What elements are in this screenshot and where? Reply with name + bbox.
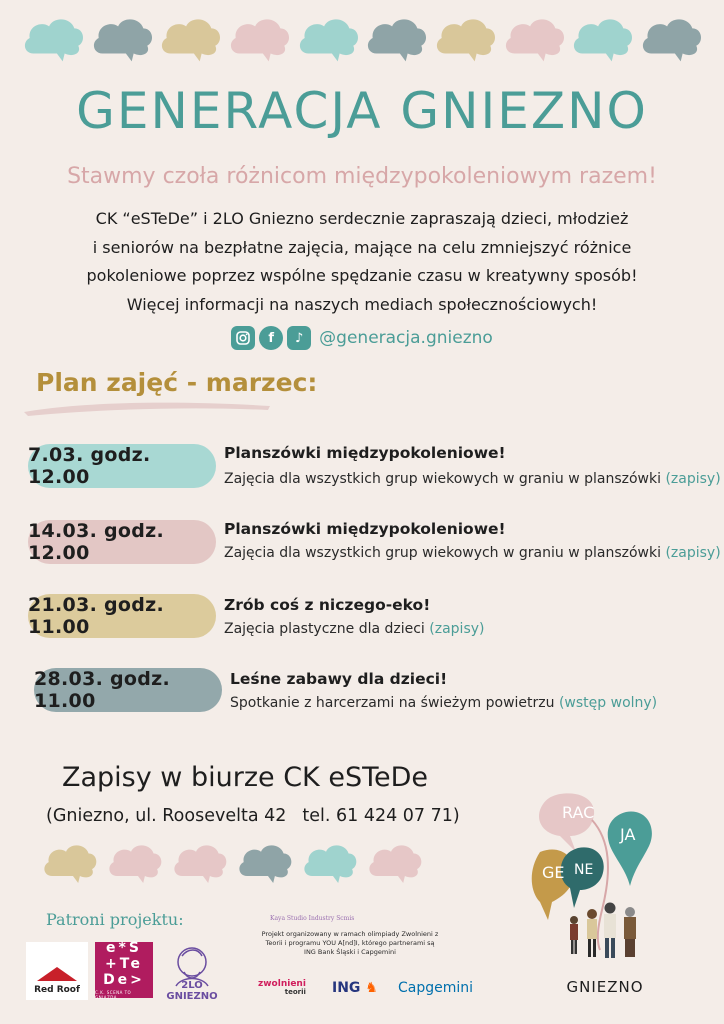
event-desc-text: Spotkanie z harcerzami na świeżym powietrzu — [230, 695, 555, 711]
zwolnieni-label: zwolnieni — [258, 979, 306, 989]
subtitle: Stawmy czoła różnicom międzypokoleniowym razem! — [67, 164, 657, 189]
event-row — [0, 594, 724, 654]
estede-small: C.K. SCENA TO GNIAZDA — [95, 990, 132, 1000]
people-icon — [570, 903, 636, 959]
signup-heading: Zapisy w biurze CK eSTeDe — [62, 762, 429, 793]
ing-label: ING — [332, 980, 361, 996]
event-desc-text: Zajęcia plastyczne dla dzieci — [224, 621, 425, 637]
zwolnieni-sub: teorii — [284, 988, 306, 996]
event-title: Planszówki międzypokoleniowe! — [224, 444, 506, 462]
estede-logo — [95, 942, 153, 998]
address-text: (Gniezno, ul. Roosevelta 42 — [46, 806, 287, 826]
event-date-pill: 28.03. godz. 11.00 — [34, 668, 222, 712]
org-brand: Kaya Studio Industry Scmis — [270, 915, 355, 922]
cloud-icon — [105, 838, 164, 888]
event-desc — [224, 621, 485, 637]
estede-line: e*S — [106, 940, 142, 956]
event-desc — [224, 545, 721, 561]
cloud-icon — [295, 14, 361, 64]
event-desc — [230, 695, 657, 711]
bubble-ja: JA — [620, 825, 636, 844]
lion-icon: ♞ — [365, 980, 378, 996]
event-desc-text: Zajęcia dla wszystkich grup wiekowych w graniu w planszówki — [224, 471, 662, 487]
event-title: Planszówki międzypokoleniowe! — [224, 520, 506, 538]
event-note[interactable]: (zapisy) — [665, 471, 721, 487]
two-lo-logo — [162, 942, 222, 1002]
cloud-icon — [40, 838, 99, 888]
event-desc — [224, 471, 721, 487]
estede-line: De> — [103, 972, 145, 988]
cloud-icon — [300, 838, 359, 888]
intro-text — [40, 205, 684, 319]
cloud-icon — [235, 838, 294, 888]
event-date-pill: 7.03. godz. 12.00 — [28, 444, 216, 488]
cloud-icon — [226, 14, 292, 64]
intro-line: CK “eSTeDe” i 2LO Gniezno serdecznie zapraszają dzieci, młodzież — [95, 209, 629, 228]
cloud-icon — [157, 14, 223, 64]
page-title: GENERACJA GNIEZNO — [76, 82, 648, 140]
event-note[interactable]: (wstęp wolny) — [558, 695, 658, 711]
cloud-icon — [638, 14, 704, 64]
phone-number[interactable]: tel. 61 424 07 71) — [302, 806, 460, 826]
intro-line: Więcej informacji na naszych mediach społecznościowych! — [126, 294, 598, 314]
ing-logo — [332, 980, 378, 996]
red-roof-logo — [26, 942, 88, 1000]
event-desc-text: Zajęcia dla wszystkich grup wiekowych w graniu w planszówki — [224, 545, 662, 561]
cloud-icon — [363, 14, 429, 64]
cloud-icon — [365, 838, 424, 888]
social-links — [0, 326, 724, 350]
tiktok-icon[interactable]: ♪ — [287, 326, 311, 350]
event-title: Leśne zabawy dla dzieci! — [230, 670, 448, 688]
cloud-icon — [569, 14, 635, 64]
bubble-ge: GE — [542, 863, 565, 882]
zwolnieni-logo — [258, 980, 306, 996]
roof-icon — [37, 967, 77, 981]
bottom-cloud-row — [40, 838, 424, 888]
event-row — [0, 520, 724, 580]
social-handle[interactable]: @generacja.gniezno — [319, 328, 493, 348]
brush-underline — [22, 396, 272, 418]
event-note[interactable]: (zapisy) — [429, 621, 485, 637]
instagram-icon[interactable] — [231, 326, 255, 350]
red-roof-label: Red Roof — [34, 985, 80, 995]
bubble-rac: RAC — [562, 803, 595, 822]
intro-line: pokoleniowe poprzez wspólne spędzanie czasu w kreatywny sposób! — [86, 266, 638, 285]
facebook-icon[interactable]: f — [259, 326, 283, 350]
cloud-icon — [501, 14, 567, 64]
event-title: Zrób coś z niczego-eko! — [224, 596, 431, 614]
event-date-pill: 21.03. godz. 11.00 — [28, 594, 216, 638]
cloud-icon — [170, 838, 229, 888]
estede-line: +Te — [105, 956, 143, 972]
cloud-icon — [89, 14, 155, 64]
event-row — [0, 668, 724, 728]
top-cloud-row — [20, 14, 704, 64]
generacja-graphic — [530, 790, 710, 990]
graphic-caption: GNIEZNO — [566, 978, 644, 996]
event-note[interactable]: (zapisy) — [665, 545, 721, 561]
bubble-ne: NE — [574, 862, 594, 878]
signup-address — [46, 806, 460, 826]
plan-title: Plan zajęć - marzec: — [36, 368, 318, 397]
capgemini-logo — [398, 980, 473, 996]
event-date-pill: 14.03. godz. 12.00 — [28, 520, 216, 564]
cloud-icon — [432, 14, 498, 64]
event-row — [0, 444, 724, 504]
org-text: Projekt organizowany w ramach olimpiady Zwolnieni z Teorii i programu YOU A[nd]I, którego partnerami są ING Bank Śląski i Capgemini — [261, 930, 439, 956]
patrons-label: Patroni projektu: — [46, 910, 184, 929]
cloud-icon — [20, 14, 86, 64]
two-lo-label: 2LO GNIEZNO — [166, 980, 218, 1002]
capgemini-label: Capgemini — [398, 980, 474, 996]
intro-line: i seniorów na bezpłatne zajęcia, mające na celu zmniejszyć różnice — [92, 237, 632, 257]
